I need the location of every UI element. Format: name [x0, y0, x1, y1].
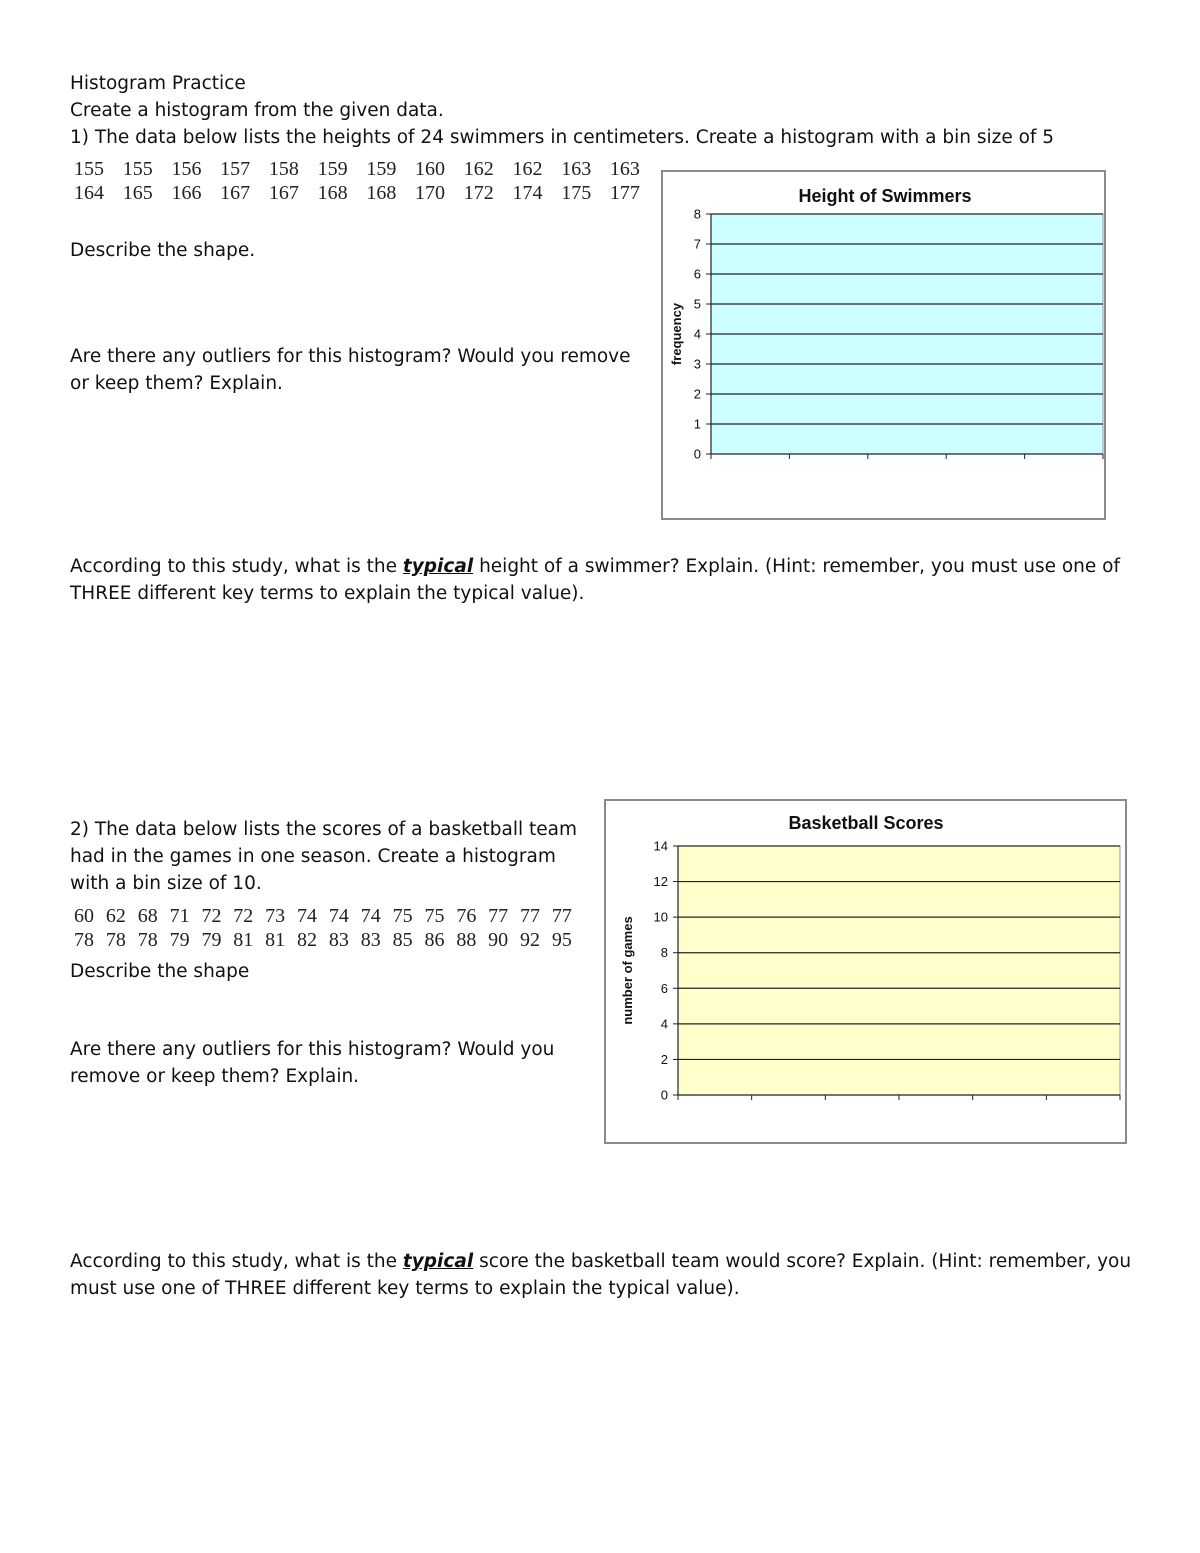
data-value: 172: [463, 182, 494, 204]
data-value: 88: [456, 929, 477, 951]
data-value: 175: [561, 182, 592, 204]
data-value: 164: [74, 182, 104, 204]
data-value: 90: [488, 929, 509, 951]
y-tick-label: 2: [660, 1051, 668, 1067]
q2-typical-emphasis: typical: [402, 1251, 474, 1272]
data-value: 166: [171, 182, 202, 204]
data-value: 77: [520, 905, 541, 927]
y-tick-label: 5: [693, 296, 701, 312]
q1-shape-question: Describe the shape.: [70, 240, 256, 261]
data-value: 159: [317, 158, 348, 180]
q1-typical-emphasis: typical: [402, 556, 474, 577]
data-value: 72: [201, 905, 222, 927]
plot-area: [678, 846, 1120, 1095]
q2-prompt: 2) The data below lists the scores of a basketball team had in the games in one season. Create a histogram with a bin size of 10.: [70, 819, 578, 894]
y-tick-label: 1: [693, 416, 701, 432]
data-value: 162: [512, 158, 543, 180]
q2-data-table: [74, 904, 572, 952]
data-value: 168: [366, 182, 397, 204]
data-value: 167: [268, 182, 299, 204]
data-value: 83: [360, 929, 381, 951]
data-value: 163: [561, 158, 592, 180]
data-value: 159: [366, 158, 397, 180]
y-tick-label: 7: [693, 236, 701, 252]
data-value: 81: [233, 929, 254, 951]
q2-outlier-question: Are there any outliers for this histogram? Would you remove or keep them? Explain.: [70, 1039, 555, 1087]
y-axis-label: number of games: [620, 916, 635, 1025]
data-value: 78: [74, 929, 94, 951]
chart-title: Basketball Scores: [788, 813, 944, 833]
y-tick-label: 2: [693, 386, 701, 402]
data-value: 157: [220, 158, 251, 180]
data-value: 167: [220, 182, 251, 204]
q1-data-row: [74, 157, 640, 181]
data-value: 155: [122, 158, 153, 180]
data-value: 76: [456, 905, 477, 927]
q2-data-row: [74, 928, 572, 952]
q1-typical-post: height of a swimmer? Explain. (Hint: remember, you must use one of THREE different key terms to explain the typical value).: [70, 556, 1120, 604]
swimmers-chart-svg: [663, 172, 1108, 522]
q2-typical-post: score the basketball team would score? Explain. (Hint: remember, you must use one of THREE different key terms to explain the typical value).: [70, 1251, 1132, 1299]
data-value: 81: [265, 929, 286, 951]
data-value: 168: [317, 182, 348, 204]
q2-typical-pre: According to this study, what is the: [70, 1251, 403, 1272]
basketball-chart-svg: [606, 801, 1129, 1146]
worksheet-title: Histogram Practice: [70, 73, 246, 94]
q1-typical-question: [70, 553, 1130, 607]
data-value: 62: [105, 905, 126, 927]
data-value: 163: [609, 158, 640, 180]
data-value: 78: [137, 929, 158, 951]
data-value: 95: [551, 929, 572, 951]
q2-typical-question: [70, 1248, 1140, 1302]
data-value: 73: [265, 905, 286, 927]
data-value: 79: [169, 929, 190, 951]
worksheet-instruction: Create a histogram from the given data.: [70, 100, 444, 121]
data-value: 158: [268, 158, 299, 180]
y-tick-label: 14: [653, 838, 668, 854]
basketball-chart: [604, 799, 1127, 1144]
data-value: 160: [415, 158, 446, 180]
y-tick-label: 8: [660, 945, 668, 961]
data-value: 170: [415, 182, 446, 204]
swimmers-chart: [661, 170, 1106, 520]
q2-data-row: [74, 904, 572, 928]
y-tick-label: 0: [693, 446, 701, 462]
data-value: 177: [609, 182, 640, 204]
y-tick-label: 3: [693, 356, 701, 372]
data-value: 85: [392, 929, 413, 951]
chart-title: Height of Swimmers: [798, 186, 972, 206]
y-tick-label: 12: [653, 874, 668, 890]
data-value: 156: [171, 158, 202, 180]
data-value: 74: [328, 905, 349, 927]
y-tick-label: 4: [660, 1016, 668, 1032]
q1-data-row: [74, 181, 640, 205]
y-tick-label: 6: [660, 980, 668, 996]
q2-shape-question: Describe the shape: [70, 961, 250, 982]
data-value: 75: [424, 905, 445, 927]
data-value: 71: [169, 905, 190, 927]
data-value: 72: [233, 905, 254, 927]
data-value: 155: [74, 158, 104, 180]
y-tick-label: 6: [693, 266, 701, 282]
data-value: 82: [297, 929, 318, 951]
data-value: 78: [105, 929, 126, 951]
data-value: 162: [463, 158, 494, 180]
data-value: 83: [328, 929, 349, 951]
y-tick-label: 10: [653, 909, 668, 925]
y-tick-label: 0: [660, 1087, 668, 1103]
y-tick-label: 8: [693, 206, 701, 222]
data-value: 74: [360, 905, 381, 927]
y-tick-label: 4: [693, 326, 701, 342]
data-value: 86: [424, 929, 445, 951]
data-value: 92: [520, 929, 541, 951]
data-value: 68: [137, 905, 158, 927]
data-value: 165: [122, 182, 153, 204]
data-value: 77: [551, 905, 572, 927]
data-value: 60: [74, 905, 94, 927]
data-value: 74: [297, 905, 318, 927]
data-value: 79: [201, 929, 222, 951]
q1-prompt: 1) The data below lists the heights of 24 swimmers in centimeters. Create a histogram with a bin size of 5: [70, 127, 1055, 148]
q1-data-table: [74, 157, 640, 205]
data-value: 75: [392, 905, 413, 927]
q1-typical-pre: According to this study, what is the: [70, 556, 403, 577]
y-axis-label: frequency: [669, 302, 684, 366]
data-value: 174: [512, 182, 543, 204]
data-value: 77: [488, 905, 509, 927]
q1-outlier-question: Are there any outliers for this histogram? Would you remove or keep them? Explain.: [70, 346, 631, 394]
